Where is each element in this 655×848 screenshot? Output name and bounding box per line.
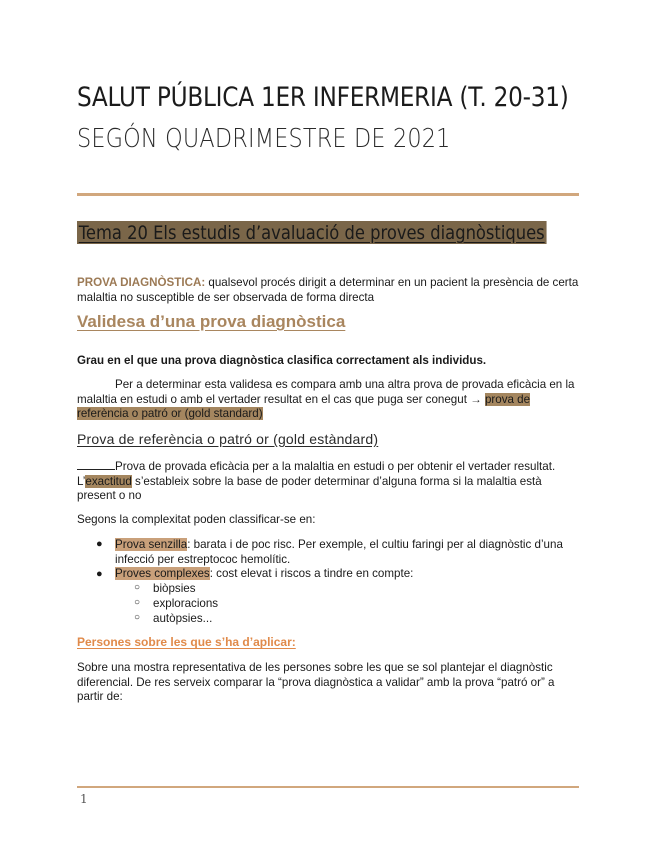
- bullet-dot: ●: [96, 568, 103, 580]
- bullet-item-simple: [115, 538, 575, 567]
- blank-underline: [77, 459, 115, 470]
- page-number: 1: [80, 792, 88, 806]
- bullet-item-complex: [115, 567, 575, 582]
- definition-label: PROVA DIAGNÒSTICA:: [77, 276, 206, 289]
- sub-bullet-circle: ○: [134, 582, 141, 593]
- bullet-highlight: Prova senzilla: [115, 538, 188, 551]
- sub-bullet-circle: ○: [134, 597, 141, 608]
- classify-intro: Segons la complexitat poden classificar-se en:: [77, 513, 316, 526]
- referencia-text-2-post: s’estableix sobre la base de poder determinar d’alguna forma si la malaltia està present o no: [77, 474, 542, 502]
- definition-text: qualsevol procés dirigit a determinar en un pacient la presència de certa malaltia no susceptible de ser observada de forma directa: [77, 276, 579, 304]
- section-heading-validesa: Validesa d’una prova diagnòstica: [77, 312, 346, 331]
- sub-bullet-item: autòpsies...: [153, 612, 213, 625]
- validesa-highlight: prova de referència o patró or (gold standard): [77, 392, 531, 420]
- definition-paragraph: [77, 276, 582, 305]
- bullet-text: : cost elevat i riscos a tindre en compte:: [209, 567, 414, 580]
- sub-bullet-circle: ○: [134, 612, 141, 623]
- top-divider: [77, 193, 579, 196]
- exactitud-highlight: exactitud: [85, 474, 132, 488]
- validesa-paragraph: [77, 378, 582, 422]
- sub-bullet-item: exploracions: [153, 597, 219, 610]
- validesa-bold-line: Grau en el que una prova diagnòstica clasifica correctament als individus.: [77, 354, 487, 367]
- section-heading-persones: Persones sobre les que s’ha d’aplicar:: [77, 635, 296, 649]
- referencia-text-2-pre: L’: [77, 474, 86, 488]
- bullet-text: : barata i de poc risc. Per exemple, el cultiu faringi per al diagnòstic d’una infecció per estreptococ hemolític.: [115, 538, 563, 566]
- referencia-paragraph: [77, 459, 582, 504]
- footer-divider: [77, 786, 579, 788]
- persones-paragraph: Sobre una mostra representativa de les persones sobre les que se sol plantejar el diagnòstic diferencial. De res serveix comparar la “prova diagnòstica a validar” amb la prova “patró or” a partir de:: [77, 661, 555, 703]
- document-title: SALUT PÚBLICA 1ER INFERMERIA (T. 20-31): [77, 82, 569, 113]
- bullet-highlight: Proves complexes: [115, 567, 210, 580]
- topic-heading: Tema 20 Els estudis d’avaluació de proves diagnòstiques: [78, 222, 545, 244]
- sub-bullet-item: biòpsies: [153, 582, 196, 595]
- section-heading-referencia: Prova de referència o patró or (gold estàndard): [77, 431, 379, 447]
- validesa-paragraph-text: Per a determinar esta validesa es compara amb una altra prova de provada eficàcia en la malaltia en estudi o amb el vertader resultat en el cas que puga ser conegut →: [77, 378, 575, 406]
- document-subtitle: SEGÓN QUADRIMESTRE DE 2021: [77, 124, 451, 154]
- bullet-dot: ●: [96, 538, 103, 550]
- referencia-text-1: Prova de provada eficàcia per a la malaltia en estudi o per obtenir el vertader resultat.: [115, 460, 556, 473]
